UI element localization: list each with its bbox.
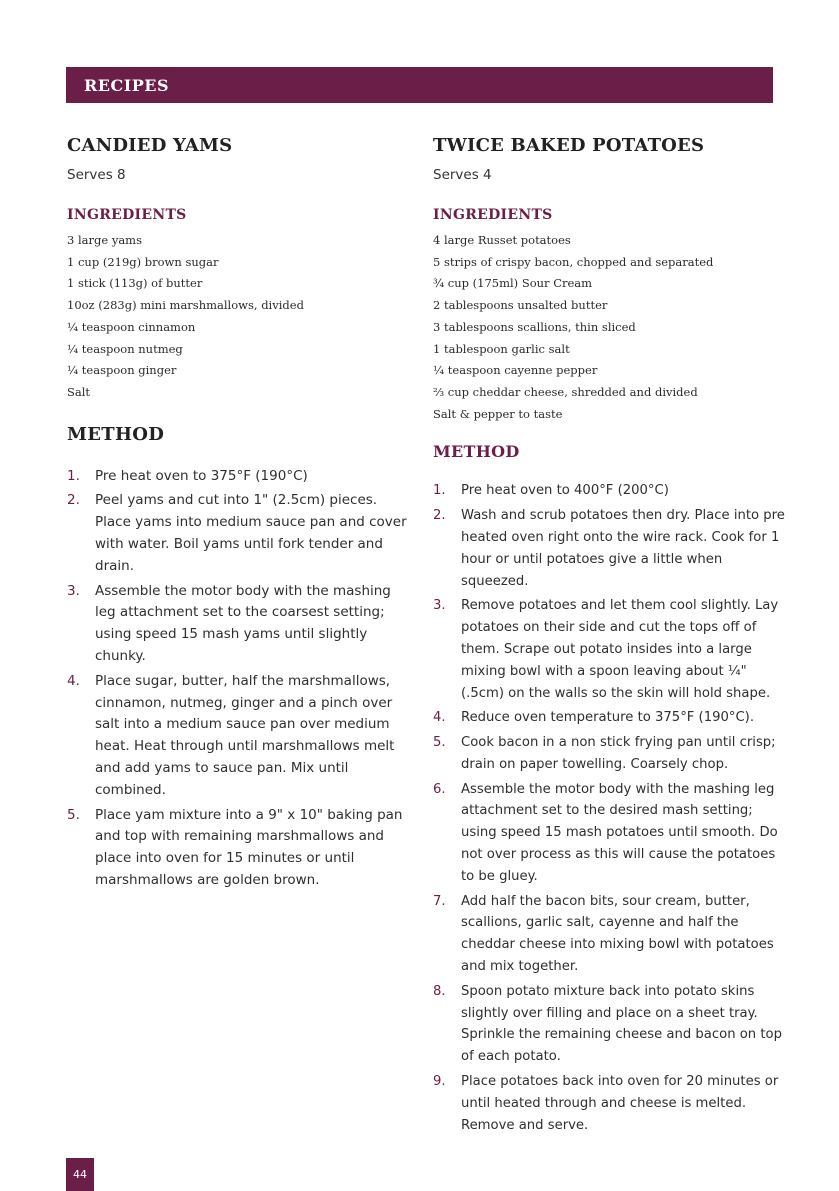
ingredients-heading: INGREDIENTS: [67, 207, 187, 223]
ingredient-item: ¼ teaspoon cayenne pepper: [433, 363, 598, 378]
method-steps: [67, 466, 412, 892]
method-step: [67, 490, 412, 577]
serves-label: Serves 4: [433, 167, 492, 183]
ingredients-list: [67, 230, 412, 404]
ingredient-item: ¾ cup (175ml) Sour Cream: [433, 276, 593, 291]
ingredient-item: 10oz (283g) mini marshmallows, divided: [67, 298, 304, 313]
recipe-twice-baked-potatoes: [433, 132, 788, 1139]
method-heading: METHOD: [67, 423, 165, 445]
ingredient-item: ¼ teaspoon ginger: [67, 363, 177, 378]
step-number: 3.: [67, 582, 80, 599]
ingredient-item: ⅔ cup cheddar cheese, shredded and divided: [433, 384, 698, 399]
step-text: Pre heat oven to 375°F (190°C): [95, 467, 308, 484]
method-step: [433, 732, 788, 776]
ingredients-list: [433, 230, 788, 425]
method-step: [433, 1071, 788, 1136]
step-text: Spoon potato mixture back into potato skins slightly over filling and place on a sheet tray. Sprinkle the remaining cheese and bacon on top of each potato.: [461, 983, 782, 1065]
method-step: [67, 671, 412, 802]
step-number: 4.: [433, 710, 446, 726]
method-step: [67, 581, 412, 668]
step-number: 2.: [433, 508, 446, 524]
method-step: [67, 805, 412, 892]
step-text: Wash and scrub potatoes then dry. Place into pre heated oven right onto the wire rack. Cook for 1 hour or until potatoes give a little when squeezed.: [461, 508, 785, 589]
step-number: 6.: [433, 781, 446, 797]
recipe-title: CANDIED YAMS: [67, 135, 233, 156]
method-step: [433, 505, 788, 592]
ingredient-item: 3 tablespoons scallions, thin sliced: [433, 319, 636, 334]
step-text: Assemble the motor body with the mashing leg attachment set to the desired mash setting; using speed 15 mash potatoes until smooth. Do not over process as this will cause the potatoes to be gluey.: [461, 781, 778, 884]
step-number: 1.: [67, 467, 80, 484]
ingredient-item: 2 tablespoons unsalted butter: [433, 298, 608, 313]
ingredient-item: ¼ teaspoon nutmeg: [67, 341, 183, 356]
step-text: Peel yams and cut into 1" (2.5cm) pieces. Place yams into medium sauce pan and cover with water. Boil yams until fork tender and drain.: [95, 492, 407, 574]
ingredient-item: ¼ teaspoon cinnamon: [67, 319, 196, 334]
ingredient-item: 1 cup (219g) brown sugar: [67, 254, 219, 269]
method-step: [67, 466, 412, 488]
step-text: Cook bacon in a non stick frying pan until crisp; drain on paper towelling. Coarsely chop.: [461, 735, 776, 772]
section-title: RECIPES: [84, 75, 169, 95]
step-number: 1.: [433, 483, 446, 499]
step-number: 5.: [67, 806, 80, 823]
ingredient-item: Salt & pepper to taste: [433, 406, 563, 421]
step-text: Remove potatoes and let them cool slightly. Lay potatoes on their side and cut the tops off of them. Scrape out potato insides into a large mixing bowl with a spoon leaving about ¼" (.5cm) on the walls so the skin will hold shape.: [461, 598, 779, 701]
ingredient-item: 1 stick (113g) of butter: [67, 276, 203, 291]
step-number: 8.: [433, 983, 446, 999]
step-text: Place potatoes back into oven for 20 minutes or until heated through and cheese is melted. Remove and serve.: [461, 1074, 779, 1133]
method-heading: METHOD: [433, 442, 520, 462]
step-text: Reduce oven temperature to 375°F (190°C).: [461, 710, 755, 726]
method-step: [433, 595, 788, 704]
recipe-title: TWICE BAKED POTATOES: [433, 135, 705, 156]
method-step: [433, 981, 788, 1068]
step-text: Place yam mixture into a 9" x 10" baking pan and top with remaining marshmallows and place into oven for 15 minutes or until marshmallows are golden brown.: [95, 806, 403, 888]
ingredient-item: 1 tablespoon garlic salt: [433, 341, 570, 356]
step-number: 2.: [67, 492, 80, 509]
ingredient-item: 3 large yams: [67, 233, 142, 247]
method-step: [433, 707, 788, 729]
step-number: 7.: [433, 893, 446, 909]
step-number: 4.: [67, 672, 80, 689]
ingredient-item: 5 strips of crispy bacon, chopped and separated: [433, 254, 714, 269]
step-text: Pre heat oven to 400°F (200°C): [461, 483, 669, 499]
step-text: Place sugar, butter, half the marshmallows, cinnamon, nutmeg, ginger and a pinch over salt into a medium sauce pan over medium heat. Heat through until marshmallows melt and add yams to sauce pan. Mix until combined.: [95, 672, 395, 798]
step-number: 9.: [433, 1074, 446, 1090]
method-step: [433, 480, 788, 502]
method-step: [433, 779, 788, 888]
section-header-bar: [66, 67, 773, 103]
method-steps: [433, 480, 788, 1136]
ingredient-item: Salt: [67, 384, 91, 399]
method-step: [433, 891, 788, 978]
recipe-candied-yams: [67, 132, 412, 895]
page-number: 44: [66, 1158, 94, 1191]
serves-label: Serves 8: [67, 167, 126, 183]
step-number: 5.: [433, 735, 446, 751]
step-number: 3.: [433, 598, 446, 614]
ingredients-heading: INGREDIENTS: [433, 207, 553, 223]
step-text: Add half the bacon bits, sour cream, butter, scallions, garlic salt, cayenne and half the cheddar cheese into mixing bowl with potatoes and mix together.: [461, 893, 774, 975]
ingredient-item: 4 large Russet potatoes: [433, 233, 571, 247]
step-text: Assemble the motor body with the mashing leg attachment set to the coarsest setting; using speed 15 mash yams until slightly chunky.: [95, 582, 391, 664]
